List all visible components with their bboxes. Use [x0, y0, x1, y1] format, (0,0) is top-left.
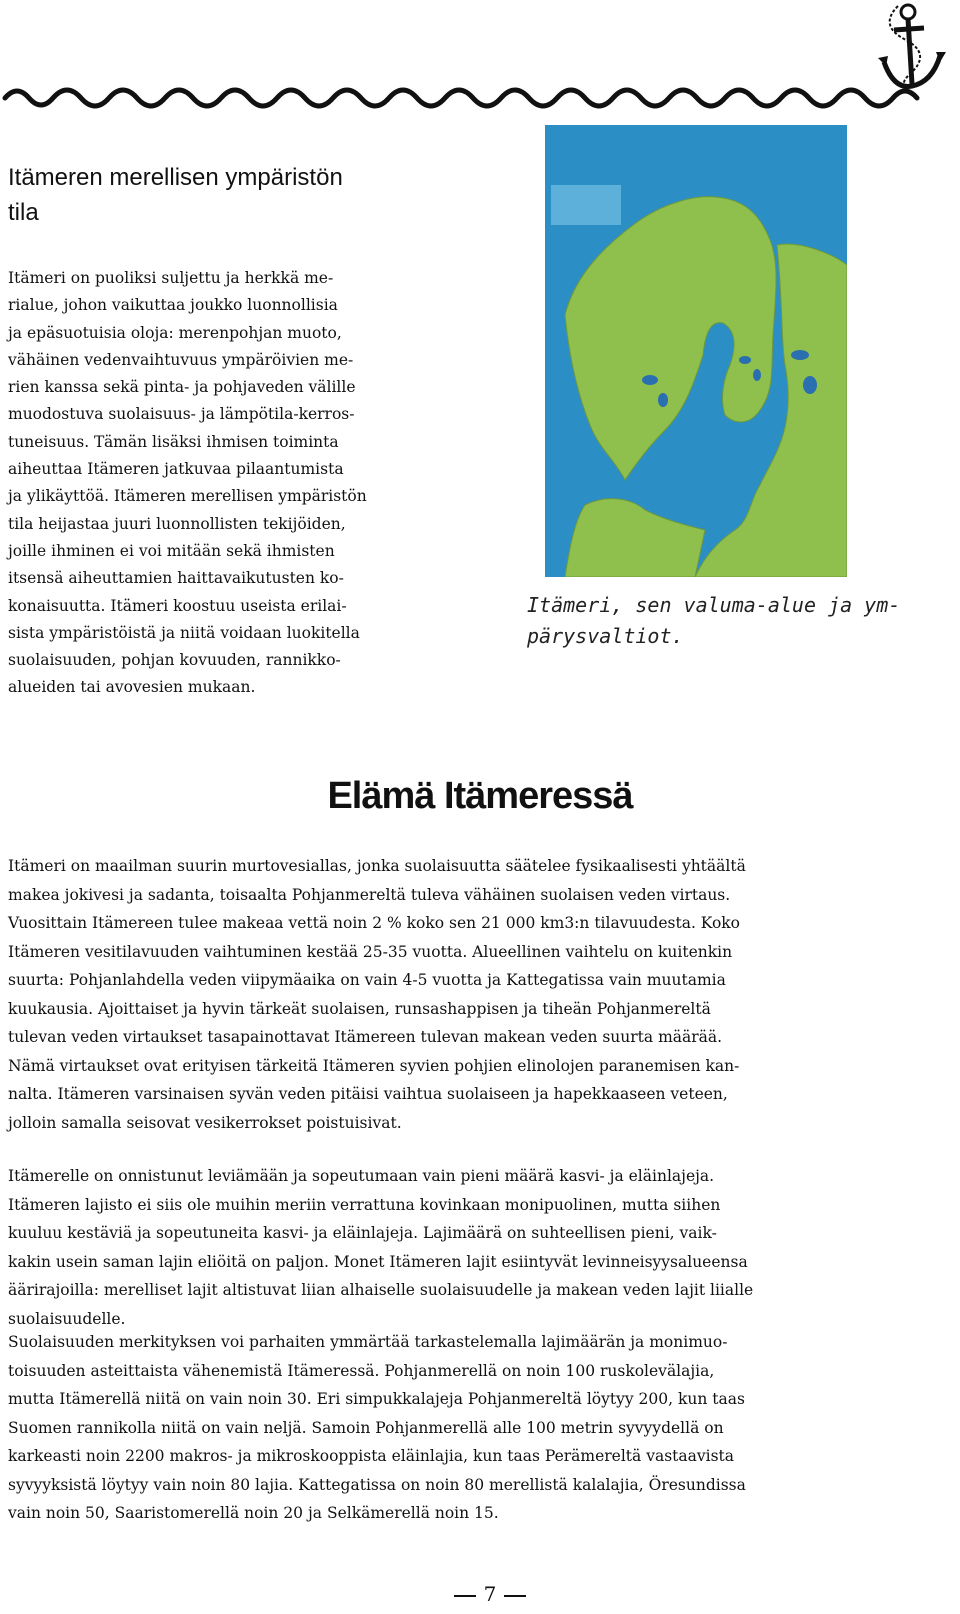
text-line: Nämä virtaukset ovat erityisen tärkeitä Itämeren syvien pohjien elinolojen paranemisen kan-: [8, 1056, 740, 1075]
caption-line: pärysvaltiot.: [527, 624, 684, 648]
text-line: kuukausia. Ajoittaiset ja hyvin tärkeät suolaisen, runsashappisen ja tiheän Pohjanmereltä: [8, 999, 711, 1018]
text-line: nalta. Itämeren varsinaisen syvän veden pitäisi vaihtua suolaiseen ja hapekkaaseen veteen,: [8, 1085, 728, 1103]
text-line: tuneisuus. Tämän lisäksi ihmisen toiminta: [8, 432, 339, 451]
intro-paragraph: [8, 265, 463, 702]
caption-line: Itämeri, sen valuma-alue ja ym-: [527, 593, 901, 617]
figure-caption: [527, 590, 947, 652]
map-lake: [739, 356, 751, 364]
text-line: suolaisuudelle.: [8, 1309, 126, 1328]
section-title-line: tila: [8, 199, 39, 226]
text-line: suolaisuuden, pohjan kovuuden, rannikko-: [8, 651, 341, 670]
anchor-icon: [868, 0, 956, 100]
body-paragraph-3: [8, 1328, 953, 1528]
text-line: Suomen rannikolla niitä on vain neljä. Samoin Pohjanmerellä alle 100 metrin syvyydellä on: [8, 1418, 724, 1437]
text-line: suurta: Pohjanlahdella veden viipymäaika on vain 4-5 vuotta ja Kattegatissa vain muutamia: [8, 971, 726, 989]
body-paragraph-1: [8, 852, 953, 1137]
text-line: sista ympäristöistä ja niitä voidaan luokitella: [8, 623, 360, 642]
text-line: kuuluu kestäviä ja sopeutuneita kasvi- ja eläinlajeja. Lajimäärä on suhteellisen pieni, vaik-: [8, 1224, 717, 1242]
section-title-tila: [8, 160, 478, 230]
map-legend-box: [551, 185, 621, 225]
text-line: toisuuden asteittaista vähenemistä Itämeressä. Pohjanmerellä on noin 100 ruskolevälajia,: [8, 1361, 715, 1380]
wave-border-decoration: [0, 70, 960, 120]
text-line: Vuosittain Itämereen tulee makeaa vettä noin 2 % koko sen 21 000 km3:n tilavuudesta. Koko: [8, 914, 741, 932]
text-line: Itämeri on maailman suurin murtovesiallas, jonka suolaisuutta säätelee fysikaalisesti yhtäältä: [8, 857, 746, 875]
text-line: karkeasti noin 2200 makros- ja mikroskooppista eläinlajia, kun taas Perämereltä vastaavista: [8, 1447, 734, 1465]
page-number-value: 7: [483, 1582, 497, 1606]
text-line: tulevan veden virtaukset tasapainottavat Itämereen tulevan makean veden suurta määrää.: [8, 1028, 723, 1046]
text-line: muodostuva suolaisuus- ja lämpötila-kerros-: [8, 405, 355, 424]
map-lake: [803, 376, 817, 394]
text-line: vain noin 50, Saaristomerellä noin 20 ja Selkämerellä noin 15.: [8, 1504, 499, 1522]
text-line: ja epäsuotuisia oloja: merenpohjan muoto,: [8, 323, 342, 342]
map-lake: [791, 350, 809, 360]
text-line: makea jokivesi ja sadanta, toisaalta Pohjanmereltä tuleva vähäinen suolaisen veden virtaus.: [8, 885, 731, 904]
text-line: vähäinen vedenvaihtuvuus ympäröivien me-: [8, 350, 354, 369]
text-line: Suolaisuuden merkityksen voi parhaiten ymmärtää tarkastelemalla lajimäärän ja monimuo-: [8, 1333, 728, 1351]
page-number-dash-left: [454, 1595, 476, 1597]
body-paragraph-2: [8, 1162, 953, 1333]
page-number-dash-right: [504, 1595, 526, 1597]
text-line: Itämerelle on onnistunut leviämään ja sopeutumaan vain pieni määrä kasvi- ja eläinlajeja.: [8, 1167, 715, 1185]
text-line: ja ylikäyttöä. Itämeren merellisen ympäristön: [8, 487, 367, 506]
text-line: Itämeren lajisto ei siis ole muihin meriin verrattuna kovinkaan monipuolinen, mutta siihen: [8, 1195, 721, 1214]
baltic-sea-map: [545, 125, 847, 577]
text-line: äärirajoilla: merelliset lajit altistuvat liian alhaiselle suolaisuudelle ja makean veden lajit liialle: [8, 1281, 754, 1299]
text-line: itsensä aiheuttamien haittavaikutusten ko-: [8, 569, 344, 588]
text-line: joille ihminen ei voi mitään sekä ihmisten: [8, 541, 335, 560]
map-lake: [642, 375, 658, 385]
map-lake: [658, 393, 668, 407]
text-line: tila heijastaa juuri luonnollisten tekijöiden,: [8, 514, 346, 533]
text-line: aiheuttaa Itämeren jatkuvaa pilaantumista: [8, 460, 344, 479]
text-line: Itämeren vesitilavuuden vaihtuminen kestää 25-35 vuotta. Alueellinen vaihtelu on kuitenkin: [8, 942, 733, 961]
text-line: rialue, johon vaikuttaa joukko luonnollisia: [8, 296, 338, 315]
text-line: syvyyksistä löytyy vain noin 80 lajia. Kattegatissa on noin 80 merellistä kalalajia, Öresundissa: [8, 1475, 746, 1494]
text-line: Itämeri on puoliksi suljettu ja herkkä me-: [8, 269, 334, 287]
text-line: mutta Itämerellä niitä on vain noin 30. Eri simpukkalajeja Pohjanmereltä löytyy 200, kun taas: [8, 1390, 745, 1408]
section-title-line: Itämeren merellisen ympäristön: [8, 164, 343, 191]
text-line: konaisuutta. Itämeri koostuu useista erilai-: [8, 596, 347, 615]
page-number: [440, 1582, 540, 1606]
text-line: alueiden tai avovesien mukaan.: [8, 678, 256, 697]
text-line: jolloin samalla seisovat vesikerrokset poistuisivat.: [8, 1113, 402, 1132]
map-lake: [753, 369, 761, 381]
text-line: rien kanssa sekä pinta- ja pohjaveden välille: [8, 378, 356, 397]
text-line: kakin usein saman lajin eliöitä on paljon. Monet Itämeren lajit esiintyvät levinneisyysalueensa: [8, 1252, 748, 1271]
section-title-elama: Elämä Itämeressä: [327, 775, 633, 817]
